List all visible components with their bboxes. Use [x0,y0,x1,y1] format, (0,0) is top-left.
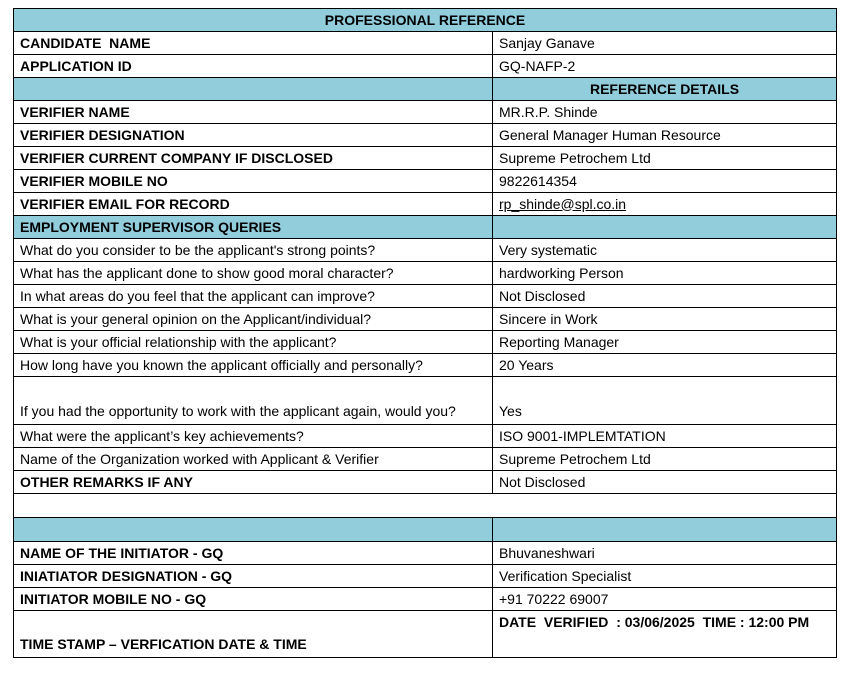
query-question: In what areas do you feel that the applicant can improve? [14,285,493,308]
query-answer: 20 Years [493,354,837,377]
verifier-email-label: VERIFIER EMAIL FOR RECORD [14,193,493,216]
page-title: PROFESSIONAL REFERENCE [14,9,837,32]
remarks-value: Not Disclosed [493,471,837,494]
initiator-mobile-value: +91 70222 69007 [493,588,837,611]
candidate-name-value: Sanjay Ganave [493,32,837,55]
initiator-mobile-row [14,588,837,611]
query-row [14,239,837,262]
application-id-row [14,55,837,78]
verifier-name-row [14,101,837,124]
query-answer: Sincere in Work [493,308,837,331]
initiator-designation-value: Verification Specialist [493,565,837,588]
queries-header-blank [493,216,837,239]
query-answer: Supreme Petrochem Ltd [493,448,837,471]
timestamp-row [14,611,837,658]
query-row [14,377,837,425]
initiator-name-label: NAME OF THE INITIATOR - GQ [14,542,493,565]
verifier-name-label: VERIFIER NAME [14,101,493,124]
query-row [14,448,837,471]
query-row [14,262,837,285]
query-question: What is your official relationship with the applicant? [14,331,493,354]
initiator-header-blank-right [493,518,837,542]
initiator-designation-row [14,565,837,588]
reference-details-header-row [14,78,837,101]
candidate-name-row [14,32,837,55]
verifier-company-row [14,147,837,170]
query-question: What has the applicant done to show good moral character? [14,262,493,285]
verifier-email-value [493,193,837,216]
title-row [14,9,837,32]
initiator-designation-label: INIATIATOR DESIGNATION - GQ [14,565,493,588]
application-id-label: APPLICATION ID [14,55,493,78]
queries-title: EMPLOYMENT SUPERVISOR QUERIES [14,216,493,239]
query-row [14,425,837,448]
verifier-mobile-value: 9822614354 [493,170,837,193]
query-answer: hardworking Person [493,262,837,285]
query-answer: Not Disclosed [493,285,837,308]
query-answer: Reporting Manager [493,331,837,354]
initiator-name-row [14,542,837,565]
initiator-header-row [14,518,837,542]
verifier-email-link[interactable]: rp_shinde@spl.co.in [499,195,627,212]
query-answer: Yes [493,377,837,425]
query-question: Name of the Organization worked with Applicant & Verifier [14,448,493,471]
verifier-company-label: VERIFIER CURRENT COMPANY IF DISCLOSED [14,147,493,170]
query-question: What were the applicant’s key achievements? [14,425,493,448]
initiator-name-value: Bhuvaneshwari [493,542,837,565]
remarks-row [14,471,837,494]
reference-form [13,8,836,658]
header-blank-cell [14,78,493,101]
application-id-value: GQ-NAFP-2 [493,55,837,78]
spacer-cell [14,494,837,518]
verifier-mobile-label: VERIFIER MOBILE NO [14,170,493,193]
query-question: If you had the opportunity to work with the applicant again, would you? [14,377,493,425]
query-row [14,331,837,354]
reference-details-title: REFERENCE DETAILS [493,78,837,101]
verifier-designation-value: General Manager Human Resource [493,124,837,147]
candidate-name-label: CANDIDATE NAME [14,32,493,55]
query-question: What do you consider to be the applicant's strong points? [14,239,493,262]
query-row [14,308,837,331]
timestamp-label: TIME STAMP – VERFICATION DATE & TIME [14,611,493,658]
query-question: How long have you known the applicant officially and personally? [14,354,493,377]
remarks-label: OTHER REMARKS IF ANY [14,471,493,494]
verifier-name-value: MR.R.P. Shinde [493,101,837,124]
reference-table [13,8,837,658]
query-question: What is your general opinion on the Applicant/individual? [14,308,493,331]
query-row [14,285,837,308]
initiator-header-blank-left [14,518,493,542]
verifier-mobile-row [14,170,837,193]
verifier-designation-row [14,124,837,147]
query-answer: ISO 9001-IMPLEMTATION [493,425,837,448]
verifier-designation-label: VERIFIER DESIGNATION [14,124,493,147]
queries-header-row [14,216,837,239]
verifier-company-value: Supreme Petrochem Ltd [493,147,837,170]
timestamp-value: DATE VERIFIED : 03/06/2025 TIME : 12:00 PM [493,611,837,658]
initiator-mobile-label: INITIATOR MOBILE NO - GQ [14,588,493,611]
query-row [14,354,837,377]
spacer-row [14,494,837,518]
query-answer: Very systematic [493,239,837,262]
verifier-email-row [14,193,837,216]
